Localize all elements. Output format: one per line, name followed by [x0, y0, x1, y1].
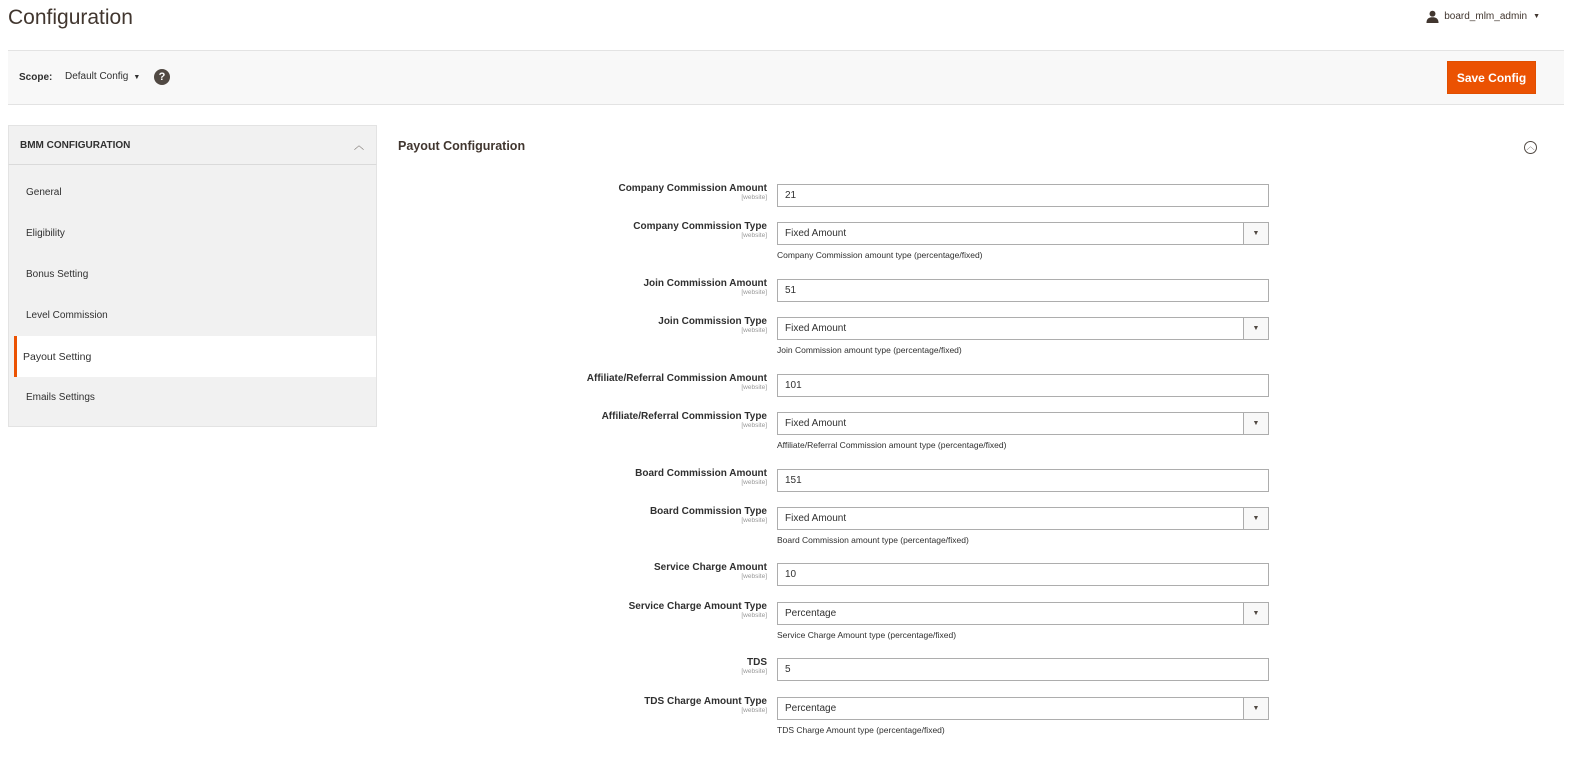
- help-icon[interactable]: ?: [154, 69, 170, 85]
- field-note: Service Charge Amount type (percentage/fixed): [777, 630, 957, 640]
- affiliate-commission-amount-input[interactable]: 101: [777, 374, 1269, 397]
- user-icon: [1426, 10, 1439, 23]
- scope-bar: [8, 50, 1564, 105]
- field-note: Board Commission amount type (percentage/fixed): [777, 535, 969, 545]
- join-commission-amount-input[interactable]: 51: [777, 279, 1269, 302]
- affiliate-commission-type-select[interactable]: [777, 412, 1269, 435]
- sidebar-list: [8, 165, 377, 427]
- scope-label: Scope:: [19, 72, 53, 83]
- field-label: TDS Charge Amount Type: [644, 696, 767, 707]
- field-note: TDS Charge Amount type (percentage/fixed): [777, 725, 945, 735]
- sidebar-item-emails-settings[interactable]: Emails Settings: [26, 392, 95, 403]
- sidebar-item-level-commission[interactable]: Level Commission: [26, 310, 108, 321]
- field-label: Join Commission Amount: [643, 278, 767, 289]
- field-scope: [website]: [741, 668, 767, 675]
- dropdown-arrow-icon: ▼: [1243, 413, 1268, 434]
- user-menu[interactable]: [1426, 10, 1540, 23]
- field-note: Affiliate/Referral Commission amount type (percentage/fixed): [777, 440, 1007, 450]
- page-title: Configuration: [8, 6, 133, 29]
- field-label: Service Charge Amount Type: [628, 601, 767, 612]
- select-value: Fixed Amount: [785, 323, 847, 334]
- field-scope: [website]: [741, 422, 767, 429]
- field-scope: [website]: [741, 573, 767, 580]
- field-label: Service Charge Amount: [654, 562, 767, 573]
- field-scope: [website]: [741, 289, 767, 296]
- select-value: Percentage: [785, 608, 837, 619]
- sidebar-item-general[interactable]: General: [26, 186, 62, 198]
- field-note: Company Commission amount type (percentage/fixed): [777, 250, 983, 260]
- dropdown-arrow-icon: ▼: [1243, 603, 1268, 624]
- field-label: Board Commission Type: [649, 506, 767, 517]
- service-charge-type-select[interactable]: [777, 602, 1269, 625]
- field-label: Join Commission Type: [658, 316, 767, 327]
- select-value: Fixed Amount: [785, 228, 847, 239]
- field-scope: [website]: [741, 384, 767, 391]
- company-commission-amount-input[interactable]: 21: [777, 184, 1269, 207]
- section-title[interactable]: Payout Configuration: [398, 139, 526, 153]
- sidebar-item-eligibility[interactable]: Eligibility: [26, 228, 65, 239]
- select-value: Fixed Amount: [785, 513, 847, 524]
- field-label: Board Commission Amount: [635, 468, 767, 479]
- dropdown-arrow-icon: ▼: [1243, 508, 1268, 529]
- field-scope: [website]: [741, 232, 767, 239]
- field-label: Affiliate/Referral Commission Type: [601, 411, 767, 422]
- sidebar-item-bonus-setting[interactable]: Bonus Setting: [26, 269, 89, 280]
- save-config-button[interactable]: Save Config: [1447, 61, 1536, 94]
- field-scope: [website]: [741, 194, 767, 201]
- dropdown-arrow-icon: ▼: [1243, 223, 1268, 244]
- sidebar-section-title: BMM CONFIGURATION: [20, 139, 131, 151]
- dropdown-arrow-icon: ▼: [1243, 698, 1268, 719]
- sidebar-section-header[interactable]: [8, 125, 377, 165]
- config-sidebar: [8, 125, 377, 427]
- select-value: Percentage: [785, 703, 837, 714]
- collapse-icon[interactable]: ︿: [1524, 141, 1537, 154]
- dropdown-arrow-icon: ▼: [1243, 318, 1268, 339]
- caret-down-icon: ▼: [1533, 13, 1540, 20]
- scope-switcher[interactable]: [65, 71, 140, 82]
- tds-input[interactable]: 5: [777, 658, 1269, 681]
- company-commission-type-select[interactable]: [777, 222, 1269, 245]
- scope-value: Default Config: [65, 71, 129, 82]
- service-charge-amount-input[interactable]: 10: [777, 563, 1269, 586]
- chevron-up-icon: ︿: [354, 140, 364, 152]
- sidebar-item-payout-setting[interactable]: Payout Setting: [14, 336, 376, 377]
- field-note: Join Commission amount type (percentage/fixed): [777, 345, 962, 355]
- field-scope: [website]: [741, 479, 767, 486]
- field-scope: [website]: [741, 327, 767, 334]
- field-scope: [website]: [741, 517, 767, 524]
- tds-charge-type-select[interactable]: [777, 697, 1269, 720]
- select-value: Fixed Amount: [785, 418, 847, 429]
- field-label: Company Commission Amount: [618, 183, 767, 194]
- field-label: TDS: [747, 657, 767, 668]
- field-label: Affiliate/Referral Commission Amount: [586, 373, 767, 384]
- board-commission-amount-input[interactable]: 151: [777, 469, 1269, 492]
- field-label: Company Commission Type: [633, 221, 767, 232]
- join-commission-type-select[interactable]: [777, 317, 1269, 340]
- user-name: board_mlm_admin: [1444, 11, 1528, 22]
- caret-down-icon: ▼: [133, 74, 141, 81]
- board-commission-type-select[interactable]: [777, 507, 1269, 530]
- field-scope: [website]: [741, 707, 767, 714]
- field-scope: [website]: [741, 612, 767, 619]
